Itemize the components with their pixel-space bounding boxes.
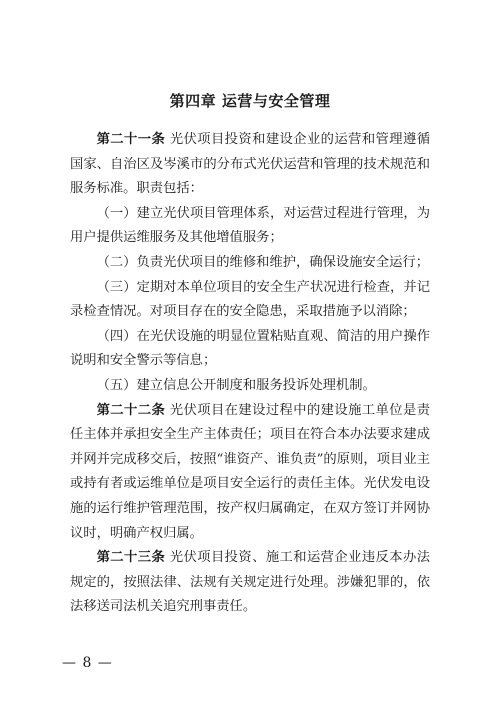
article-23-text: 光伏项目投资、施工和运营企业违反本办法规定的，按照法律、法规有关规定进行处理。涉嫌犯罪的，依法移送司法机关追究刑事责任。: [70, 550, 430, 615]
page-number: — 8 —: [62, 655, 113, 671]
article-22-text: 光伏项目在建设过程中的建设施工单位是责任主体并承担安全生产主体责任；项目在符合本办法要求建成并网并完成移交后，按照“谁资产、谁负责”的原则，项目业主或持有者或运维单位是项目安全运行的责任主体。光伏发电设施的运行维护管理范围，按产权归属确定，在双方签订并网协议时，明确产权归属。: [70, 402, 430, 541]
article-22-heading: 第二十二条: [96, 402, 166, 418]
list-item: （四）在光伏设施的明显位置粘贴直观、简洁的用户操作说明和安全警示等信息；: [70, 328, 430, 369]
article-21-paragraph: [70, 128, 430, 202]
article-23-heading: 第二十三条: [96, 550, 166, 566]
article-21-heading: 第二十一条: [96, 132, 166, 147]
list-item: （一）建立光伏项目管理体系，对运营过程进行管理，为用户提供运维服务及其他增值服务；: [70, 205, 430, 246]
list-item: （五）建立信息公开制度和服务投诉处理机制。: [96, 377, 376, 393]
list-item: （三）定期对本单位项目的安全生产状况进行检查，并记录检查情况。对项目存在的安全隐患，采取措施予以消除；: [70, 279, 430, 320]
article-22-paragraph: [70, 399, 430, 547]
article-21-text: 光伏项目投资和建设企业的运营和管理遵循国家、自治区及岑溪市的分布式光伏运营和管理的技术规范和服务标准。职责包括：: [70, 132, 430, 197]
document-body: [70, 128, 430, 620]
list-item: （二）负责光伏项目的维修和维护，确保设施安全运行；: [96, 254, 430, 270]
article-23-paragraph: [70, 546, 430, 620]
chapter-title: 第四章 运营与安全管理: [169, 92, 331, 110]
